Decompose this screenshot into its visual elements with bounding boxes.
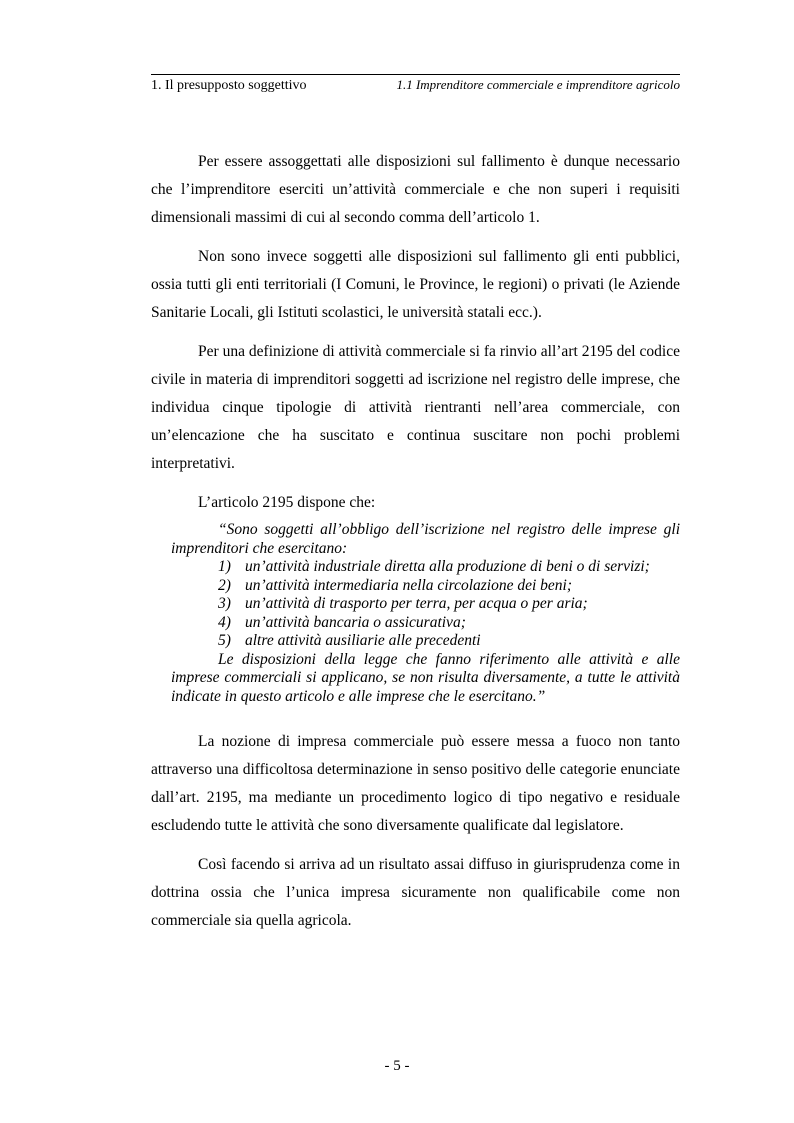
list-item: 4) un’attività bancaria o assicurativa; [218, 613, 466, 631]
paragraph: La nozione di impresa commerciale può essere messa a fuoco non tanto attraverso una difficoltosa determinazione in senso positivo delle categorie enunciate dall’art. 2195, ma mediante un procedimento logico di tipo negativo e residuale escludendo tutte le attività che sono diversamente qualificate dal legislatore. [151, 733, 680, 834]
list-item: 3) un’attività di trasporto per terra, per acqua o per aria; [218, 595, 588, 612]
page-number: - 5 - [384, 1058, 410, 1074]
paragraph: Per una definizione di attività commerciale si fa rinvio all’art 2195 del codice civile in materia di imprenditori soggetti ad iscrizione nel registro delle imprese, che individua cinque tipologie di attività rientranti nell’area commerciale, con un’elencazione che ha suscitato e continua suscitare non pochi problemi interpretativi. [151, 343, 680, 472]
paragraph: Non sono invece soggetti alle disposizioni sul fallimento gli enti pubblici, ossia tutti gli enti territoriali (I Comuni, le Province, le regioni) o privati (le Aziende Sanitarie Locali, gli Istituti scolastici, le università statali ecc.). [151, 248, 680, 321]
page-body [151, 148, 680, 946]
list-item: 5) altre attività ausiliarie alle precedenti [218, 632, 481, 649]
list-item: 1) un’attività industriale diretta alla produzione di beni o di servizi; [218, 558, 650, 575]
paragraph: Per essere assoggettati alle disposizioni sul fallimento è dunque necessario che l’imprenditore eserciti un’attività commerciale e che non superi i requisiti dimensionali massimi di cui al secondo comma dell’articolo 1. [151, 153, 680, 226]
quote-closing: Le disposizioni della legge che fanno riferimento alle attività e alle imprese commerciali si applicano, se non risulta diversamente, a tutte le attività indicate in questo articolo e alle imprese che le esercitano.” [171, 650, 680, 705]
article-quote [171, 521, 680, 706]
paragraph: Così facendo si arriva ad un risultato assai diffuso in giurisprudenza come in dottrina ossia che l’unica impresa sicuramente non qualificabile come non commerciale sia quella agricola. [151, 856, 680, 929]
header-section-title: 1.1 Imprenditore commerciale e imprenditore agricolo [396, 77, 680, 92]
header-chapter-title: 1. Il presupposto soggettivo [151, 78, 307, 93]
quote-list [171, 558, 680, 651]
paragraph: L’articolo 2195 dispone che: [198, 494, 376, 511]
running-header [151, 74, 680, 94]
list-item: 2) un’attività intermediaria nella circolazione dei beni; [218, 576, 573, 594]
quote-opening: “Sono soggetti all’obbligo dell’iscrizione nel registro delle imprese gli imprenditori che esercitano: [171, 521, 680, 557]
